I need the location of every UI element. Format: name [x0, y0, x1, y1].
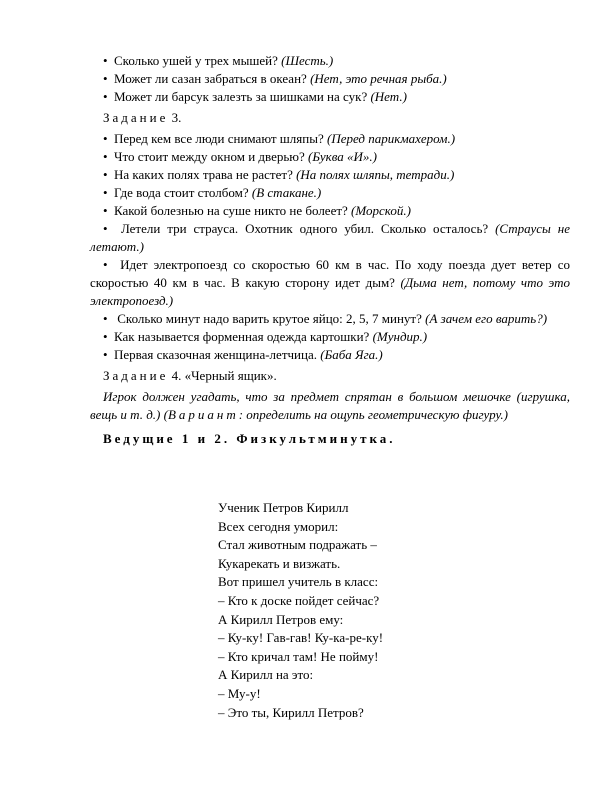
list-item [90, 328, 570, 346]
question: Какой болезнью на суше никто не болеет? [114, 203, 348, 218]
variant-text: : определить на ощупь геометрическую фигуру.) [238, 407, 508, 422]
heading-spaced: Задание [103, 368, 169, 383]
answer: (Буква «И».) [308, 149, 378, 164]
description-text: Игрок должен угадать, что за предмет спрятан в большом мешочке (игрушка, вещь и т. д.) ( [90, 389, 570, 422]
answer: (Баба Яга.) [320, 347, 383, 362]
list-item [90, 52, 570, 70]
poem-line: Стал животным подражать – [218, 537, 377, 553]
riddle-list-b [90, 130, 570, 364]
question: Может ли сазан забраться в океан? [114, 71, 307, 86]
question: Что стоит между окном и дверью? [114, 149, 305, 164]
question: Первая сказочная женщина-летчица. [114, 347, 317, 362]
answer: (Дыма нет, потому что это электропоезд.) [90, 275, 571, 308]
poem-line: Кукарекать и визжать. [218, 555, 341, 571]
poem-line: – Кто кричал там! Не пойму! [218, 648, 379, 664]
poem-line: Всех сегодня уморил: [218, 518, 339, 534]
heading-spaced: Задание [103, 110, 169, 125]
answer: (Мундир.) [372, 329, 428, 344]
task-4-description [90, 388, 570, 424]
question: Летели три страуса. Охотник одного убил. Сколько осталось? [120, 221, 489, 236]
list-item [90, 202, 570, 220]
poem-line: Ученик Петров Кирилл [218, 500, 349, 515]
poem-line: А Кирилл на это: [218, 667, 314, 683]
heading-rest: 3. [168, 110, 182, 125]
question: Идет электропоезд со скоростью 60 км в час. По ходу поезда дует ветер со скоростью 40 км в час. В какую сторону идет дым? [90, 257, 570, 290]
heading-spaced: Физкультминутка [236, 431, 390, 446]
poem-line: – Ку-ку! Гав-гав! Ку-ка-ре-ку! [218, 630, 384, 646]
question: Сколько ушей у трех мышей? [114, 53, 278, 68]
heading-spaced: Ведущие [103, 431, 176, 446]
list-item: • Идет электропоезд со скоростью 60 км в час. По ходу поезда дует ветер со скоростью 40 км в час. В какую сторону идет дым? (Дыма нет, потому что это электропоезд.) [90, 257, 571, 308]
variant-label: Вариант [167, 407, 239, 422]
list-item [90, 148, 570, 166]
answer: (Нет.) [370, 89, 407, 104]
list-item: • Сколько минут надо варить крутое яйцо: 2, 5, 7 минут? (А зачем его варить?) [103, 311, 548, 326]
heading-mid: 1 и 2. [175, 431, 237, 446]
answer: (Страусы не летают.) [90, 221, 570, 254]
list-item [90, 70, 570, 88]
list-item [90, 184, 570, 202]
answer: (Шесть.) [281, 53, 334, 68]
question: Может ли барсук залезть за шишками на сук? [114, 89, 368, 104]
question: На каких полях трава не растет? [114, 167, 293, 182]
poem-line: – Это ты, Кирилл Петров? [218, 704, 364, 720]
question: Как называется форменная одежда картошки? [114, 329, 370, 344]
list-item [90, 88, 570, 106]
task-4-heading [90, 367, 570, 385]
answer: (А зачем его варить?) [425, 311, 548, 326]
answer: (Морской.) [351, 203, 411, 218]
riddle-list-a [90, 52, 570, 106]
answer: (Нет, это речная рыба.) [310, 71, 447, 86]
poem-line: А Кирилл Петров ему: [218, 611, 344, 627]
poem-line: Вот пришел учитель в класс: [218, 574, 379, 590]
answer: (Перед парикмахером.) [326, 131, 456, 146]
list-item: • Летели три страуса. Охотник одного убил. Сколько осталось? (Страусы не летают.) [90, 221, 570, 254]
task-3-heading [90, 109, 570, 127]
question: Перед кем все люди снимают шляпы? [114, 131, 324, 146]
answer: (На полях шляпы, тетради.) [296, 167, 455, 182]
poem-line: – Кто к доске пойдет сейчас? [218, 592, 380, 608]
poem [218, 499, 383, 722]
hosts-heading [90, 430, 570, 448]
list-item [90, 130, 570, 148]
poem-line: – Му-у! [218, 685, 261, 701]
document-page [90, 52, 570, 451]
heading-end: . [389, 431, 393, 446]
answer: (В стакане.) [251, 185, 322, 200]
question: Где вода стоит столбом? [114, 185, 249, 200]
list-item [90, 346, 570, 364]
list-item [90, 166, 570, 184]
question: Сколько минут надо варить крутое яйцо: 2, 5, 7 минут? [117, 311, 422, 326]
heading-rest: 4. «Черный ящик». [168, 368, 277, 383]
